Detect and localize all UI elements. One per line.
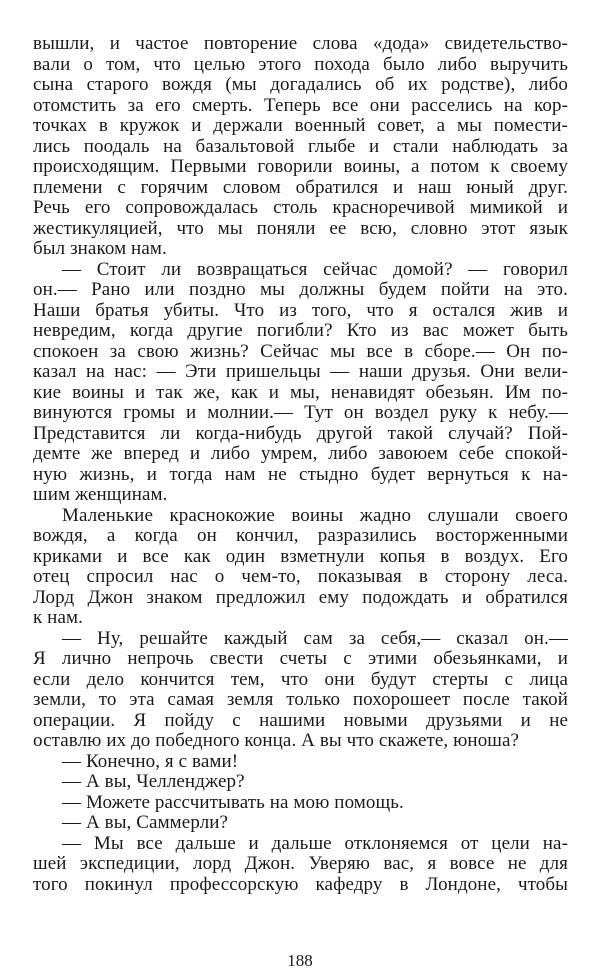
text-line: Я лично непрочь свести счеты с этими обезьянками, и (33, 648, 568, 669)
text-line: — Конечно, я с вами! (62, 750, 239, 772)
text-line: — Можете рассчитывать на мою помощь. (62, 791, 404, 813)
text-line: точках в кружок и держали военный совет, а мы помести- (33, 115, 568, 136)
text-line: отец спросил нас о чем-то, показывая в сторону леса. (33, 566, 568, 587)
text-line: был знаком нам. (33, 238, 167, 259)
text-line: к нам. (33, 607, 83, 628)
text-line: ную жизнь, и тогда нам не стыдно будет вернуться к на- (33, 463, 568, 485)
page-number: 188 (287, 951, 313, 970)
paragraph (33, 834, 568, 896)
text-line: кие воины и так же, как и мы, ненавидят обезьян. Им по- (33, 381, 568, 403)
paragraph (33, 629, 568, 752)
text-line: племени с горячим словом обратился и наш юный друг. (33, 176, 568, 198)
text-line: Маленькие краснокожие воины жадно слушали своего (62, 504, 568, 526)
text-line: невредим, когда другие погибли? Кто из вас может быть (33, 320, 568, 341)
text-line: того покинул профессорскую кафедру в Лондоне, чтобы (33, 873, 568, 895)
text-line: — Ну, решайте каждый сам за себя,— сказал он.— (62, 627, 568, 649)
text-line: жестикуляцией, что мы поняли ее всю, словно этот язык (33, 217, 568, 239)
text-line: Наши братья убиты. Что из того, что я остался жив и (33, 299, 568, 321)
paragraph (33, 260, 568, 506)
paragraph (33, 34, 568, 260)
text-line: — А вы, Челленджер? (62, 771, 245, 792)
text-line: спокоен за свою жизнь? Сейчас мы все в сборе.— Он по- (33, 340, 568, 362)
text-line: криками и все как один взметнули копья в воздух. Его (33, 545, 568, 567)
text-line: казал на нас: — Эти пришельцы — наши друзья. Они вели- (33, 361, 568, 382)
text-line: демте же вперед и либо умрем, либо завоюем себе спокой- (33, 443, 568, 464)
text-line: винуются громы и молнии.— Тут он воздел руку к небу.— (33, 402, 568, 423)
text-line: — Мы все дальше и дальше отклоняемся от цели на- (62, 832, 568, 854)
text-line: шей экспедиции, лорд Джон. Уверяю вас, я вовсе не для (33, 853, 568, 874)
paragraph (33, 772, 568, 793)
paragraph (33, 752, 568, 773)
text-line: земли, то эта самая земля только похорошеет после такой (33, 689, 568, 710)
text-line: операции. Я пойду с нашими новыми друзьями и не (33, 709, 568, 731)
text-line: Речь его сопровождалась столь красноречивой мимикой и (33, 197, 568, 218)
text-line: если дело кончится тем, что они будут стерты с лица (33, 668, 568, 690)
paragraph (33, 506, 568, 629)
text-line: оставлю их до победного конца. А вы что скажете, юноша? (33, 730, 520, 751)
text-line: — Стоит ли возвращаться сейчас домой? — говорил (62, 258, 568, 280)
text-line: шим женщинам. (33, 484, 168, 505)
text-line: лись поодаль на базальтовой глыбе и стали наблюдать за (33, 135, 568, 157)
text-line: Лорд Джон знаком предложил ему подождать и обратился (33, 586, 568, 608)
paragraph (33, 793, 568, 814)
text-line: вали о том, что целью этого похода было либо выручить (33, 53, 568, 75)
page-body (33, 34, 568, 895)
paragraph (33, 813, 568, 834)
text-line: отомстить за его смерть. Теперь все они расселись на кор- (33, 94, 568, 116)
text-line: он.— Рано или поздно мы должны будем пойти на это. (33, 279, 568, 300)
text-line: Представится ли когда-нибудь другой такой случай? Пой- (33, 422, 568, 444)
text-line: сына старого вождя (мы догадались об их родстве), либо (33, 74, 568, 95)
text-line: происходящим. Первыми говорили воины, а потом к своему (33, 156, 568, 177)
text-line: вышли, и частое повторение слова «дода» свидетельство- (33, 33, 568, 54)
text-line: — А вы, Саммерли? (62, 812, 229, 833)
text-line: вождя, а когда он кончил, разразились восторженными (33, 525, 568, 546)
